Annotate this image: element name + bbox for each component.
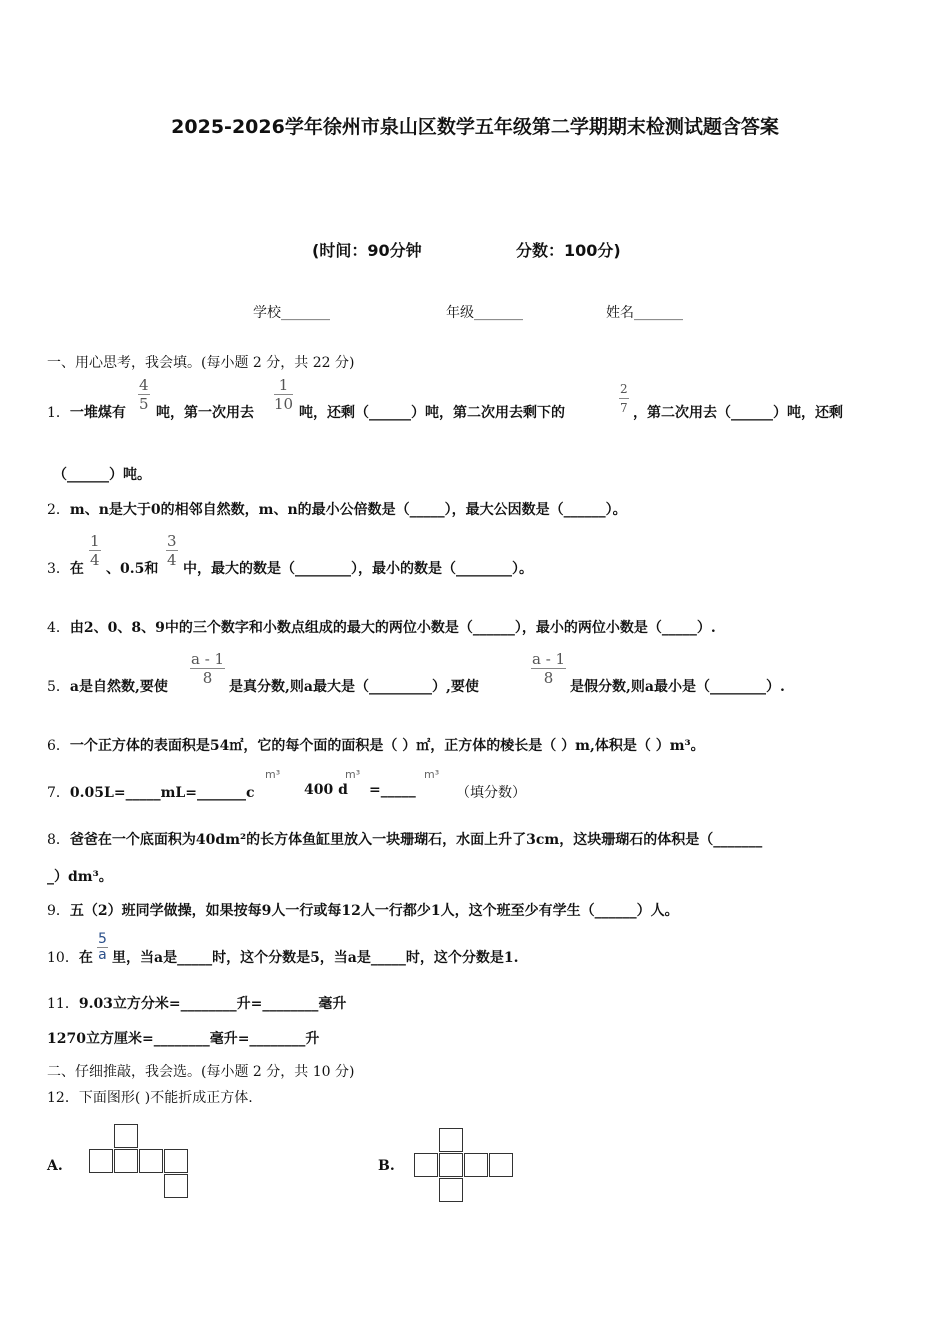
page-title: 2025-2026学年徐州市泉山区数学五年级第二学期期末检测试题含答案 — [171, 116, 779, 138]
fraction-1-4: $\frac{1}{4}$ — [90, 532, 100, 569]
exam-time: (时间：90分钟 — [312, 241, 422, 260]
q1-text-d: ，第二次用去（______）吨，还剩 — [633, 405, 843, 421]
fraction-a-minus-1-over-8-b: $\frac{a - 1}{8}$ — [532, 650, 566, 687]
unit-m3-b: m³ — [345, 768, 361, 781]
fraction-1-10: $\frac{1}{10}$ — [274, 376, 294, 413]
fraction-3-4: $\frac{3}{4}$ — [167, 532, 177, 569]
q1-text-a: 一堆煤有 — [69, 405, 126, 421]
section-1-heading: 一、用心思考，我会填。(每小题 2 分，共 22 分) — [47, 355, 355, 371]
question-2: 2．m、n是大于0的相邻自然数，m、n的最小公倍数是（_____），最大公因数是（______）。 — [47, 502, 627, 518]
fraction-a-minus-1-over-8: $\frac{a - 1}{8}$ — [191, 650, 225, 687]
q1-number: 1． — [47, 405, 70, 421]
q1-text-e: （______）吨。 — [53, 467, 151, 483]
fraction-5-over-a: $\frac{5}{a}$ — [98, 931, 107, 963]
q1-text-c: 吨，还剩（______）吨，第二次用去剩下的 — [299, 405, 565, 421]
unit-m3-a: m³ — [265, 768, 281, 781]
question-12: 12．下面图形( )不能折成正方体. — [47, 1090, 253, 1106]
section-2-heading: 二、仔细推敲，我会选。(每小题 2 分，共 10 分) — [47, 1064, 355, 1080]
fraction-2-7: $\frac{2}{7}$ — [620, 382, 628, 415]
school-field[interactable]: 学校_______ — [253, 305, 330, 321]
q1-text-b: 吨，第一次用去 — [156, 405, 254, 421]
name-field[interactable]: 姓名_______ — [606, 305, 683, 321]
grade-field[interactable]: 年级_______ — [446, 305, 523, 321]
option-b-label[interactable]: B. — [378, 1158, 395, 1174]
option-a-label[interactable]: A. — [47, 1158, 63, 1174]
unit-m3-c: m³ — [424, 768, 440, 781]
exam-score: 分数：100分) — [516, 241, 621, 260]
question-6: 6．一个正方体的表面积是54㎡，它的每个面的面积是（ ）㎡，正方体的棱长是（ ）m,体积是（ ）m³。 — [47, 738, 705, 754]
question-4: 4．由2、0、8、9中的三个数字和小数点组成的最大的两位小数是（______），最小的两位小数是（_____）. — [47, 620, 716, 636]
question-9: 9．五（2）班同学做操，如果按每9人一行或每12人一行都少1人，这个班至少有学生（______）人。 — [47, 903, 679, 919]
fraction-4-5: $\frac{4}{5}$ — [139, 376, 149, 413]
